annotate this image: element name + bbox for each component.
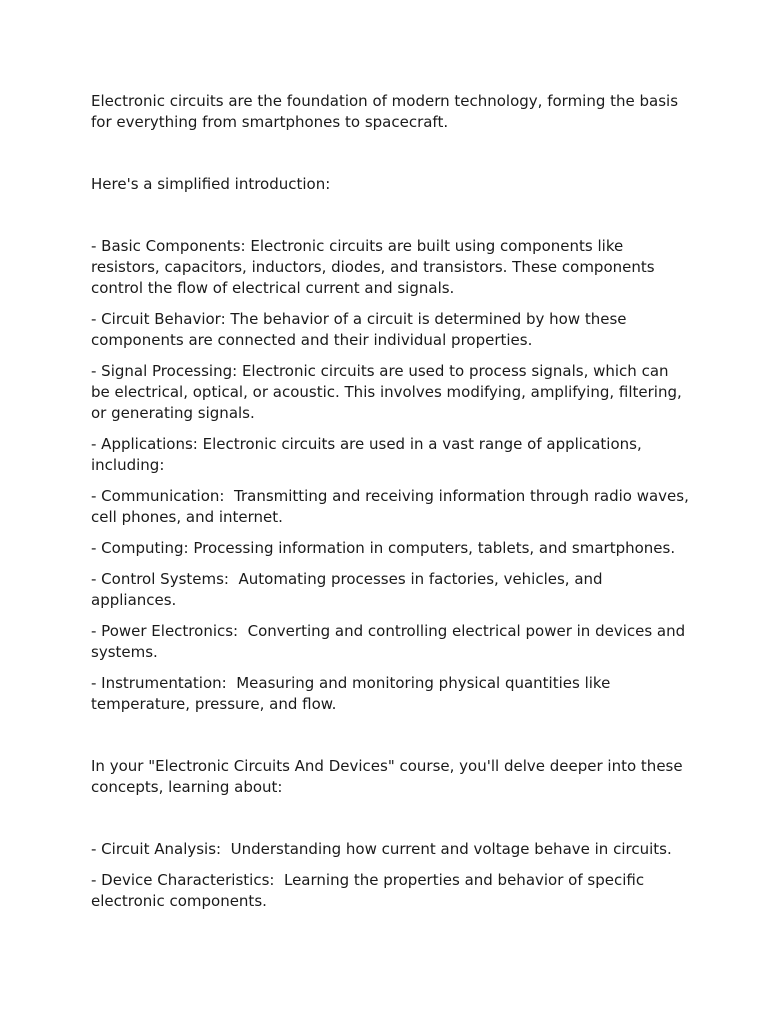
list-item: - Power Electronics: Converting and controlling electrical power in devices and systems. <box>91 622 690 661</box>
list-item: - Circuit Analysis: Understanding how current and voltage behave in circuits. <box>91 840 672 858</box>
list-item: - Computing: Processing information in computers, tablets, and smartphones. <box>91 539 676 557</box>
list-item: - Control Systems: Automating processes in factories, vehicles, and appliances. <box>91 570 608 609</box>
list-item: - Signal Processing: Electronic circuits are used to process signals, which can be electrical, optical, or acoustic. This involves modifying, amplifying, filtering, or generating signals. <box>91 362 687 422</box>
course-list <box>91 839 691 912</box>
list-item: - Circuit Behavior: The behavior of a circuit is determined by how these components are connected and their individual properties. <box>91 310 632 349</box>
intro-paragraph: Electronic circuits are the foundation of modern technology, forming the basis for everything from smartphones to spacecraft. <box>91 92 683 131</box>
list-item: - Applications: Electronic circuits are used in a vast range of applications, including: <box>91 435 647 474</box>
list-item: - Instrumentation: Measuring and monitoring physical quantities like temperature, pressure, and flow. <box>91 674 616 713</box>
list-item: - Basic Components: Electronic circuits are built using components like resistors, capacitors, inductors, diodes, and transistors. These components control the flow of electrical current and signals. <box>91 237 660 297</box>
overview-list <box>91 236 694 715</box>
document-page <box>91 91 694 922</box>
list-item: - Device Characteristics: Learning the properties and behavior of specific electronic components. <box>91 871 649 910</box>
intro-lead: Here's a simplified introduction: <box>91 175 331 193</box>
course-paragraph: In your "Electronic Circuits And Devices" course, you'll delve deeper into these concepts, learning about: <box>91 757 688 796</box>
list-item: - Communication: Transmitting and receiving information through radio waves, cell phones, and internet. <box>91 487 694 526</box>
